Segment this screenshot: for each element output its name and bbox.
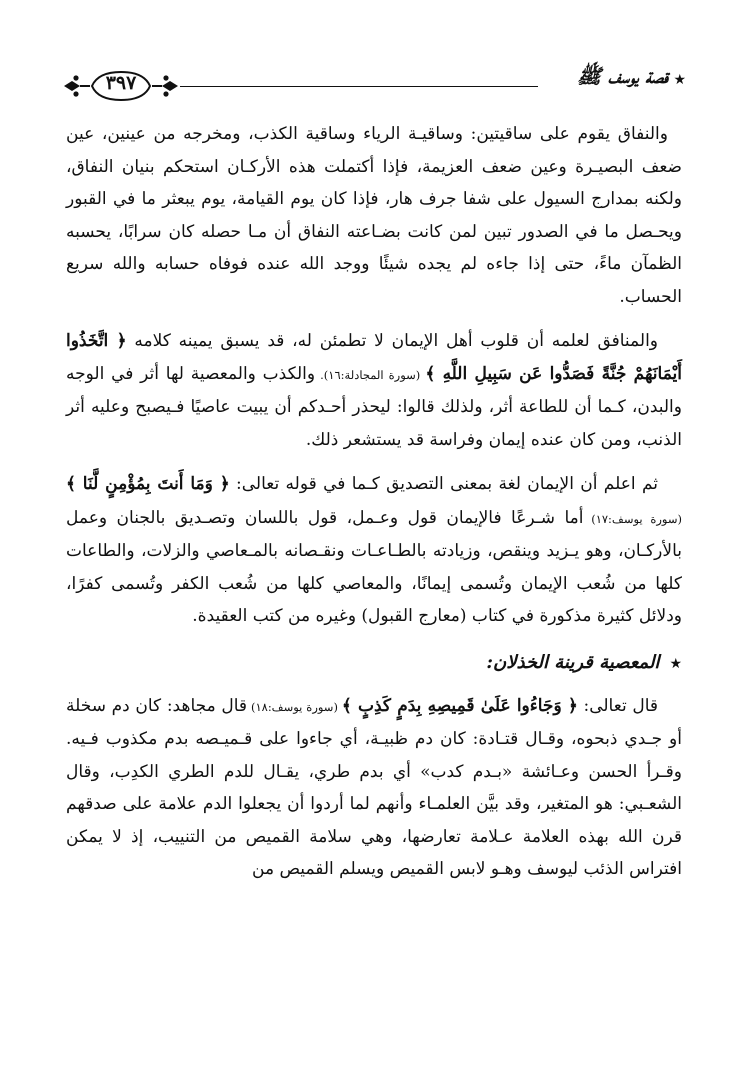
section-heading <box>66 647 682 680</box>
paragraph-text: والمنافق لعلمه أن قلوب أهل الإيمان لا تطمئن له، قد يسبق يمينه كلامه <box>126 331 659 351</box>
quran-verse: ﴿ وَجَاءُوا عَلَىٰ قَمِيصِهِ بِدَمٍ كَذِبٍ ﴾ <box>341 695 578 716</box>
verse-reference: (سورة يوسف:١٧) <box>583 511 682 526</box>
paragraph <box>66 325 682 456</box>
paragraph <box>66 690 682 886</box>
header-rule <box>180 86 538 87</box>
paragraph-text: أما شـرعًا فالإيمان قول وعـمل، قول باللسان وتصـديق بالجنان وعمل بالأركـان، وهو يـزيد وينقص، وزيادته بالطـاعـات ونقـصانه بالمـعاصي والزلات، والطاعات كلها من شُعب الإيمان وتُسمى إيمانًا، والمعاصي كلها من شُعب الكفر وتُسمى كفرًا، ودلائل كثيرة مذكورة في كتاب (معارج القبول) وغيره من كتب العقيدة. <box>66 507 682 626</box>
paragraph <box>66 118 682 313</box>
running-header <box>62 62 686 110</box>
paragraph <box>66 468 682 633</box>
paragraph-text: قال تعالى: <box>577 695 659 716</box>
quran-verse: ﴿ اتَّخَذُوا أَيْمَانَهُمْ جُنَّةً فَصَدُّوا عَن سَبِيلِ اللَّهِ ﴾ <box>66 331 682 384</box>
heading-star-icon: ★ <box>669 655 682 672</box>
paragraph-text: والنفاق يقوم على ساقيتين: وساقيـة الرياء وساقية الكذب، ومخرجه من عينين، عين ضعف البصيـرة وعين ضعف العزيمة، فإذا أكتملت هذه الأركـان استحكم بنيان النفاق، ولكنه بمدارج السيول على شفا جرف هار، فإذا كان يوم القيامة، يوم يبعثر ما في القبور ويحـصل ما في الصدور تبين لمن كانت بضـاعته النفاق أن مـا حصله كان سرابًا، يحسبه الظمآن ماءً، حتى إذا جاءه لم يجده شيئًا ووجد الله عنده فوفاه حسابه والله سريع الحساب. <box>66 124 682 307</box>
page-number-ornament <box>62 68 180 104</box>
page-number: ٣٩٧ <box>105 72 137 94</box>
section-heading-text: المعصية قرينة الخذلان: <box>486 651 660 673</box>
verse-reference: (سورة يوسف:١٨) <box>247 699 342 714</box>
verse-reference: (سورة المجادلة:١٦). <box>315 367 426 382</box>
header-star-icon: ★ <box>673 72 686 88</box>
book-title: قصة يوسف ﷺ <box>577 64 668 88</box>
paragraph-text: قال مجاهد: كان دم سخلة أو جـدي ذبحوه، وقـال قتـادة: كان دم ظبيـة، أي جاءوا على قـميـصه بدم مكذوب فـيه. وقـرأ الحسن وعـائشة «بـدم كدب» أي بدم طري، يقـال للدم الطري الكدِب، وقال الشعـبي: هو المتغير، وقد بيَّن العلمـاء وأنهم لما أردوا أن يجعلوا الدم علامة على صدقهم قرن الله بهذه العلامة عـلامة تعارضها، وهي سلامة القميص من التنييب، إذ لا يمكن افتراس الذئب ليوسف وهـو لابس القميص ويسلم القميص من <box>66 695 682 879</box>
paragraph-text: والكذب والمعصية لها أثر في الوجه والبدن، كـما أن للطاعة أثر، ولذلك قالوا: ليحذر أحـدكم أن يبيت عاصيًا فـيصبح وعليه أثر الذنب، ومن كان عنده إيمان وفراسة قد يستشعر ذلك. <box>66 363 682 450</box>
quran-verse: ﴿ وَمَا أَنتَ بِمُؤْمِنٍ لَّنَا ﴾ <box>66 474 230 494</box>
page-body <box>66 118 682 898</box>
paragraph-text: ثم اعلم أن الإيمان لغة بمعنى التصديق كـما في قوله تعالى: <box>229 474 658 494</box>
